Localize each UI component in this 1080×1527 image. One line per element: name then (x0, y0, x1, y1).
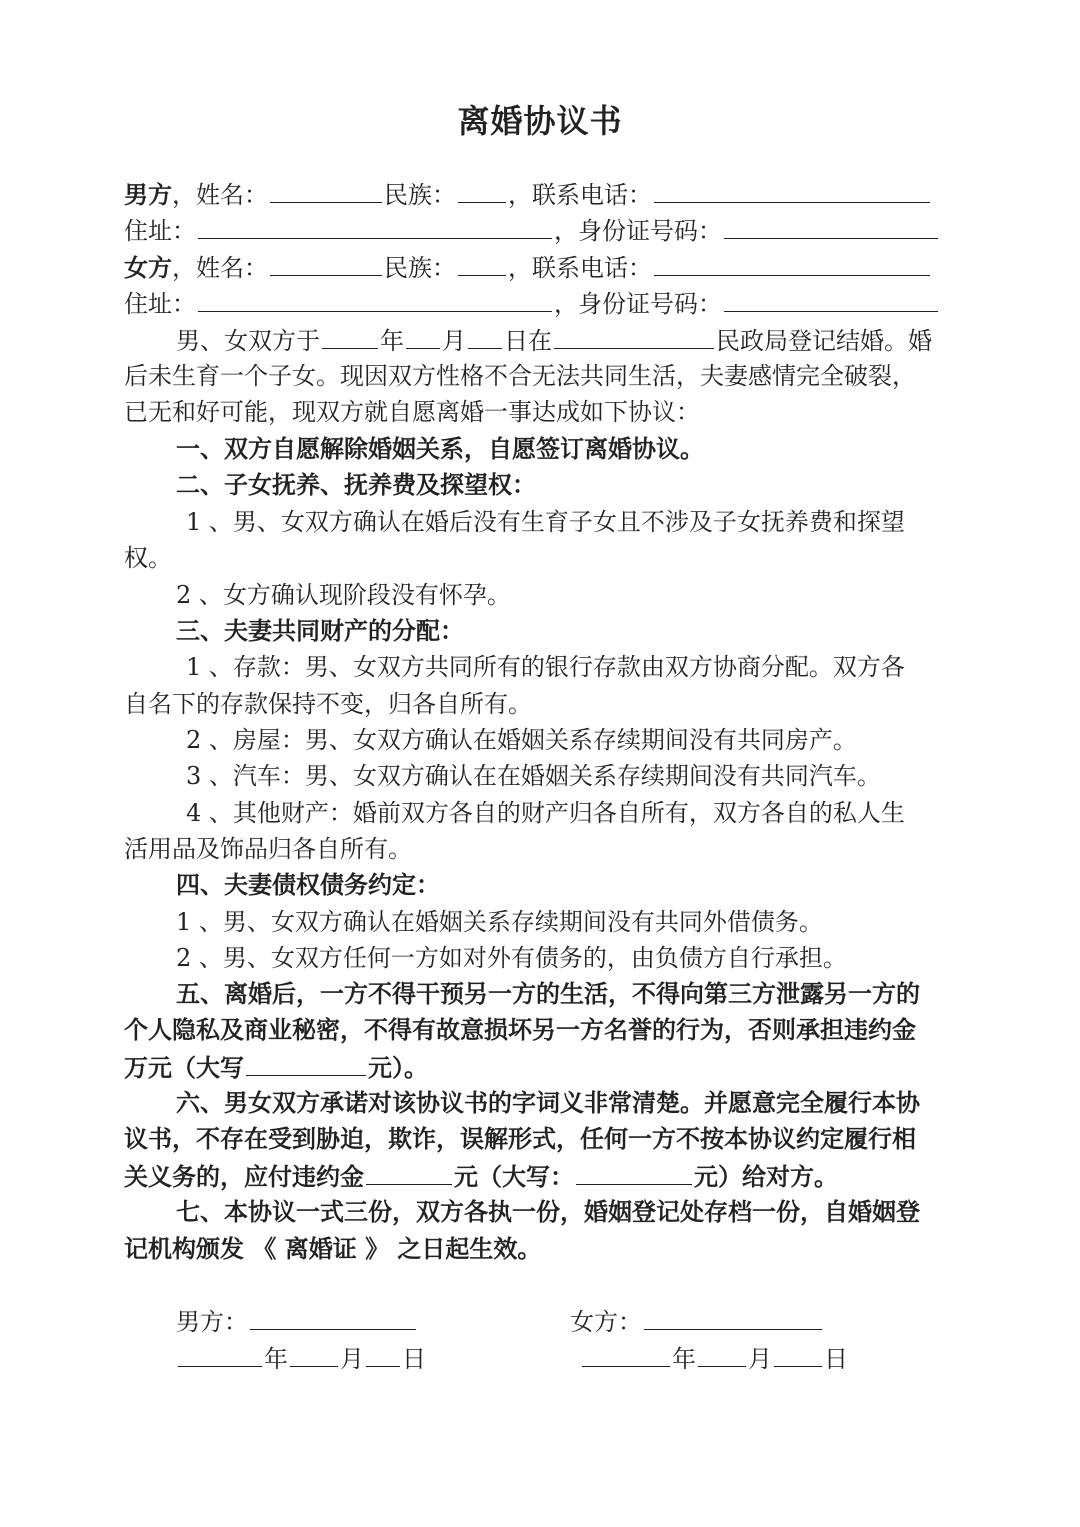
section-5-line-2: 个人隐私及商业秘密，不得有故意损坏另一方名誉的行为，否则承担违约金 (124, 1015, 916, 1044)
default-penalty-text-end: 元）给对方。 (694, 1162, 838, 1191)
default-penalty-uppercase-label: 元（大写： (454, 1162, 574, 1191)
male-date-day-blank[interactable] (366, 1340, 400, 1367)
male-name-label: ，姓名： (172, 181, 268, 209)
female-address-line (124, 285, 960, 322)
default-penalty-amount-blank[interactable] (366, 1158, 452, 1185)
male-date-year-label: 年 (264, 1345, 288, 1373)
male-date-year-blank[interactable] (178, 1340, 262, 1367)
intro-line-2: 后未生育一个子女。现因双方性格不合无法共同生活，夫妻感情完全破裂， (124, 362, 916, 390)
female-address-label: 住址： (124, 290, 196, 318)
section-3-item-2: 2 、房屋：男、女双方确认在婚姻关系存续期间没有共同房产。 (186, 726, 857, 754)
section-3-item-1b: 自名下的存款保持不变，归各自所有。 (124, 690, 532, 718)
female-date-month-label: 月 (748, 1345, 772, 1373)
male-id-label: ，身份证号码： (554, 217, 722, 245)
female-info-line (124, 249, 960, 286)
intro-text-2: 民政局登记结婚。婚 (716, 327, 932, 355)
section-6-line-3 (124, 1158, 960, 1195)
male-phone-label: ，联系电话： (508, 181, 652, 209)
default-penalty-text: 关义务的，应付违约金 (124, 1162, 364, 1191)
section-4-item-1: 1 、男、女双方确认在婚姻关系存续期间没有共同外借债务。 (176, 908, 823, 936)
female-signature-line (570, 1303, 824, 1340)
female-phone-label: ，联系电话： (508, 254, 652, 282)
section-3-heading: 三、夫妻共同财产的分配： (176, 616, 464, 645)
male-date-month-label: 月 (340, 1345, 364, 1373)
penalty-text-end: 元）。 (368, 1053, 428, 1082)
penalty-amount-uppercase-blank[interactable] (246, 1049, 366, 1076)
male-address-label: 住址： (124, 217, 196, 245)
month-label: 月 (442, 327, 466, 355)
male-date-day-label: 日 (402, 1345, 426, 1373)
female-name-blank[interactable] (270, 249, 382, 276)
female-date-day-blank[interactable] (774, 1340, 822, 1367)
section-5-line-3 (124, 1049, 960, 1086)
female-address-blank[interactable] (198, 285, 552, 312)
intro-line-1 (124, 322, 1012, 359)
section-7-line-2: 记机构颁发 《 离婚证 》 之日起生效。 (124, 1234, 542, 1263)
female-date-year-blank[interactable] (582, 1340, 670, 1367)
female-name-label: ，姓名： (172, 254, 268, 282)
section-2-item-1b: 权。 (124, 544, 172, 572)
male-address-line (124, 212, 960, 249)
female-ethnicity-label: 民族： (384, 254, 456, 282)
male-address-blank[interactable] (198, 212, 552, 239)
section-6-line-2: 议书，不存在受到胁迫，欺诈，误解形式，任何一方不按本协议约定履行相 (124, 1124, 916, 1153)
section-6-line-1: 六、男女双方承诺对该协议书的字词义非常清楚。并愿意完全履行本协 (176, 1088, 920, 1117)
marriage-day-blank[interactable] (468, 322, 502, 349)
male-ethnicity-label: 民族： (384, 181, 456, 209)
female-date-year-label: 年 (672, 1345, 696, 1373)
penalty-text: 万元（大写 (124, 1053, 244, 1082)
female-ethnicity-blank[interactable] (458, 249, 506, 276)
male-signature-line (176, 1303, 418, 1340)
civil-affairs-bureau-blank[interactable] (554, 322, 714, 349)
male-ethnicity-blank[interactable] (458, 176, 506, 203)
male-label: 男方 (124, 180, 172, 209)
female-signature-label: 女方： (570, 1308, 642, 1336)
female-id-label: ，身份证号码： (554, 290, 722, 318)
female-date-month-blank[interactable] (698, 1340, 746, 1367)
female-phone-blank[interactable] (654, 249, 930, 276)
section-7-line-1: 七、本协议一式三份，双方各执一份，婚姻登记处存档一份，自婚姻登 (176, 1197, 920, 1226)
day-label: 日在 (504, 327, 552, 355)
section-3-item-4a: 4 、其他财产：婚前双方各自的财产归各自所有，双方各自的私人生 (186, 799, 905, 827)
section-3-item-4b: 活用品及饰品归各自所有。 (124, 835, 412, 863)
male-id-blank[interactable] (724, 212, 938, 239)
section-2-item-1a: 1 、男、女双方确认在婚后没有生育子女且不涉及子女抚养费和探望 (186, 508, 905, 536)
female-label: 女方 (124, 253, 172, 282)
intro-text: 男、女双方于 (176, 327, 320, 355)
section-4-item-2: 2 、男、女双方任何一方如对外有债务的，由负债方自行承担。 (176, 944, 847, 972)
default-penalty-uppercase-blank[interactable] (576, 1158, 692, 1185)
male-phone-blank[interactable] (654, 176, 930, 203)
male-signature-label: 男方： (176, 1308, 248, 1336)
document-title: 离婚协议书 (457, 102, 623, 140)
male-date-month-blank[interactable] (290, 1340, 338, 1367)
section-2-item-2: 2 、女方确认现阶段没有怀孕。 (176, 581, 511, 609)
section-5-line-1: 五、离婚后，一方不得干预另一方的生活，不得向第三方泄露另一方的 (176, 979, 920, 1008)
female-date-day-label: 日 (824, 1345, 848, 1373)
intro-line-3: 已无和好可能，现双方就自愿离婚一事达成如下协议： (124, 398, 700, 426)
section-3-item-3: 3 、汽车：男、女双方确认在在婚姻关系存续期间没有共同汽车。 (186, 762, 881, 790)
year-label: 年 (380, 327, 404, 355)
section-3-item-1a: 1 、存款：男、女双方共同所有的银行存款由双方协商分配。双方各 (186, 653, 905, 681)
marriage-year-blank[interactable] (322, 322, 378, 349)
marriage-month-blank[interactable] (406, 322, 440, 349)
section-4-heading: 四、夫妻债权债务约定： (176, 870, 440, 899)
section-1: 一、双方自愿解除婚姻关系，自愿签订离婚协议。 (176, 434, 704, 463)
male-signature-blank[interactable] (250, 1303, 416, 1330)
female-date-line (580, 1340, 848, 1377)
male-info-line (124, 176, 960, 213)
female-signature-blank[interactable] (644, 1303, 822, 1330)
male-date-line (176, 1340, 426, 1377)
section-2-heading: 二、子女抚养、抚养费及探望权： (176, 470, 536, 499)
female-id-blank[interactable] (724, 285, 938, 312)
male-name-blank[interactable] (270, 176, 382, 203)
